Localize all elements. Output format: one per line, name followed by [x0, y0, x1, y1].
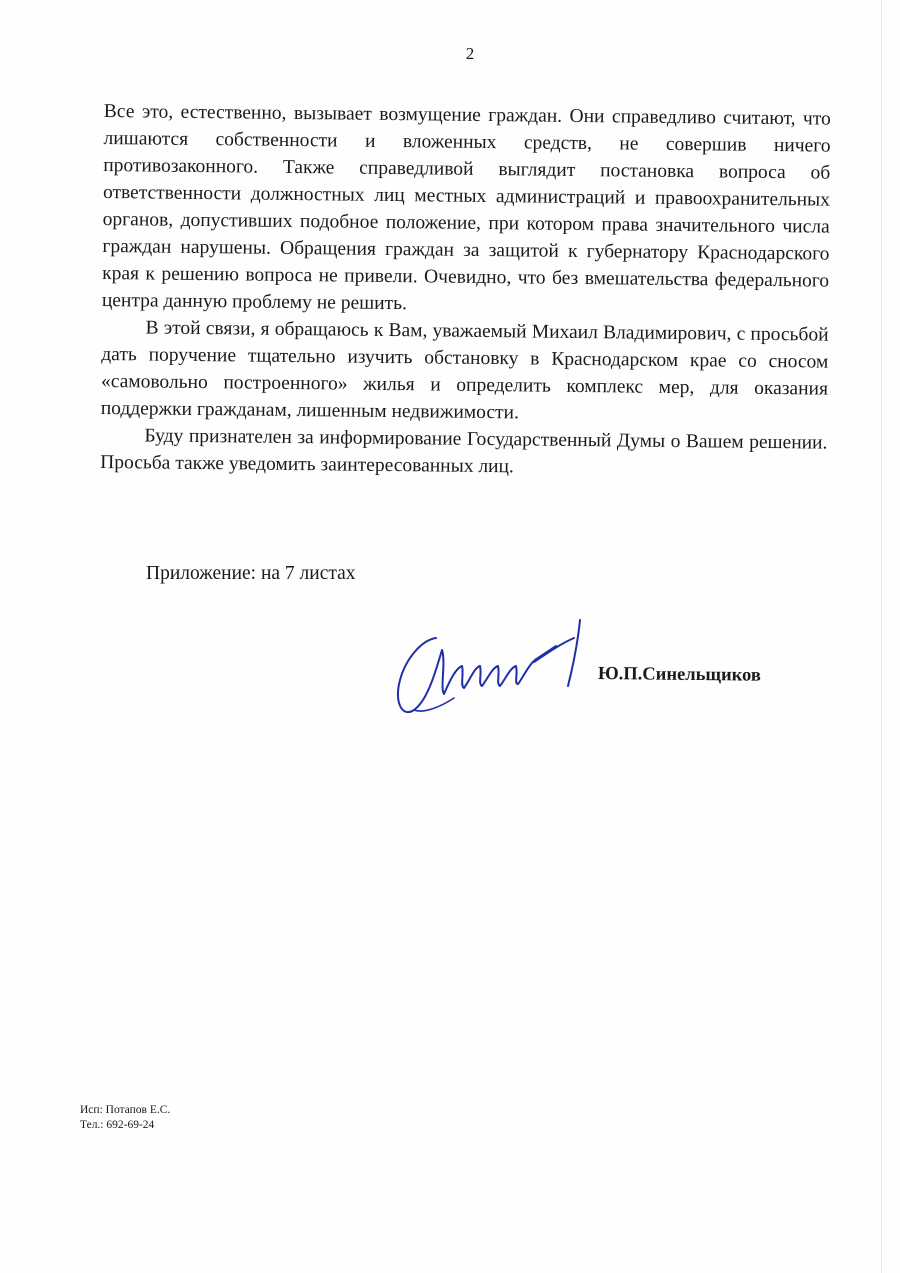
page-number: 2 — [465, 44, 475, 63]
signer-name: Ю.П.Синельщиков — [597, 664, 761, 686]
paragraph-2: В этой связи, я обращаюсь к Вам, уважаемый Михаил Владимирович, с просьбой дать поручение тщательно изучить обстановку в Краснодарском крае со сносом «самовольно построенного» жилья и определить комплекс мер, для оказания поддержки гражданам, лишенным недвижимости. — [100, 317, 829, 424]
handwritten-signature — [384, 610, 604, 725]
executor-name: Исп: Потапов Е.С. — [80, 1104, 171, 1116]
executor-phone: Тел.: 692-69-24 — [80, 1119, 155, 1131]
executor-info — [80, 1103, 170, 1133]
page-edge — [881, 0, 882, 1273]
paragraph-3: Буду признателен за информирование Государственный Думы о Вашем решении. Просьба также уведомить заинтересованных лиц. — [100, 425, 828, 478]
letter-body — [100, 98, 831, 484]
paragraph-1: Все это, естественно, вызывает возмущение граждан. Они справедливо считают, что лишаются собственности и вложенных средств, не совершив ничего противозаконного. Также справедливой выглядит постановка вопроса об ответственности должностных лиц местных администраций и правоохранительных органов, допустивших подобное положение, при котором права значительного числа граждан нарушены. Обращения граждан за защитой к губернатору Краснодарского края к решению вопроса не привели. Очевидно, что без вмешательства федерального центра данную проблему не решить. — [101, 100, 831, 315]
attachment-note: Приложение: на 7 листах — [146, 563, 356, 584]
